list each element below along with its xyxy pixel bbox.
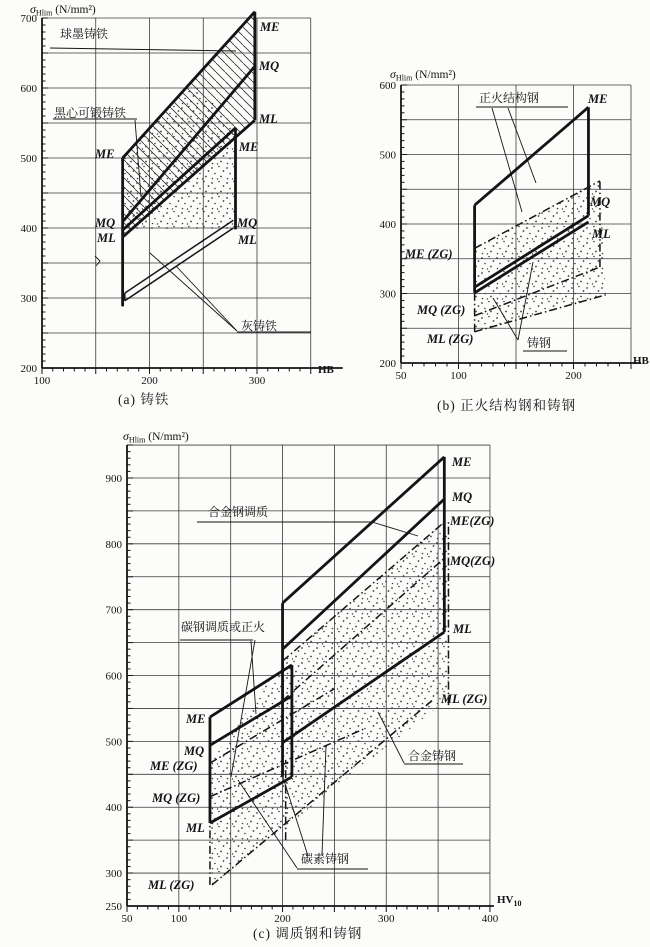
quality-grade-label: MQ [259, 59, 280, 73]
y-tick-label: 700 [20, 13, 37, 25]
y-axis-title: $\sigma_{Hlim}$ (N/mm²) [123, 429, 189, 445]
x-tick-label: 200 [565, 370, 582, 382]
quality-grade-label: ML [97, 231, 116, 245]
material-label: 铸钢 [527, 336, 552, 350]
chart-b [380, 67, 650, 413]
x-tick-label: 300 [248, 375, 266, 387]
y-tick-label: 900 [105, 472, 122, 485]
quality-grade-label: ME (ZG) [150, 759, 198, 773]
quality-grade-label: MQ [590, 195, 611, 209]
x-tick-label: 300 [378, 913, 395, 925]
x-tick-label: 100 [450, 370, 467, 382]
quality-grade-label: MQ (ZG) [417, 303, 466, 317]
quality-grade-label: ML [238, 233, 257, 247]
y-tick-label: 300 [105, 868, 122, 881]
material-label: 黑心可锻铸铁 [54, 106, 127, 120]
quality-grade-label: ME [186, 712, 206, 726]
quality-grade-label: ME [588, 92, 608, 106]
y-tick-label: 500 [20, 153, 37, 165]
y-tick-label: 600 [20, 83, 37, 95]
y-tick-label: 200 [379, 358, 396, 370]
y-tick-label: 500 [379, 149, 396, 162]
y-tick-label: 200 [20, 363, 37, 375]
grey-label-leader-1 [150, 253, 237, 331]
quality-grade-label: MQ [95, 216, 116, 230]
y-tick-label: 300 [20, 293, 37, 305]
y-tick-label: 500 [105, 736, 122, 749]
alloy-label-underline-leader [197, 522, 418, 536]
y-tick-label: 600 [379, 80, 396, 92]
quality-grade-label: MQ [452, 490, 473, 504]
y-tick-label: 300 [379, 288, 396, 301]
quality-grade-label: MQ [184, 744, 205, 758]
quality-grade-label: ME [260, 20, 280, 34]
material-label: 碳钢调质或正火 [181, 620, 266, 634]
quality-grade-label: ML [592, 227, 611, 241]
quality-grade-label: ME [239, 140, 259, 154]
x-tick-label: 50 [121, 913, 133, 925]
x-tick-label: 100 [33, 375, 51, 387]
quality-grade-label: MQ(ZG) [450, 554, 496, 568]
quality-grade-label: ML (ZG) [441, 692, 488, 706]
quality-grade-label: ME [452, 455, 472, 469]
x-tick-label: 200 [141, 375, 158, 387]
grey-label-leader-2 [176, 266, 237, 331]
x-axis-unit: HB [633, 355, 649, 367]
quality-grade-label: MQ (ZG) [152, 791, 201, 805]
x-tick-label: 50 [395, 370, 407, 382]
y-tick-label: 250 [105, 901, 122, 913]
quality-grade-label: ME (ZG) [405, 247, 453, 261]
chart-caption-b: (b) 正火结构钢和铸钢 [437, 398, 577, 413]
x-tick-label: 400 [481, 913, 499, 925]
x-tick-label: 200 [274, 913, 291, 925]
material-label: 合金钢调质 [208, 505, 269, 519]
quality-grade-label: ML (ZG) [148, 878, 195, 892]
material-label: 球墨铸铁 [60, 27, 109, 41]
cast-steel-band [475, 181, 606, 332]
material-label: 正火结构钢 [479, 91, 540, 105]
x-axis-unit: HB [318, 364, 334, 376]
material-label: 合金铸钢 [408, 749, 457, 763]
y-tick-label: 800 [105, 538, 122, 551]
quality-grade-label: ME(ZG) [450, 514, 495, 528]
y-axis-title: $\sigma_{Hlim}$ (N/mm²) [30, 2, 96, 18]
quality-grade-label: ML [259, 112, 278, 126]
steel-label-leader-1 [492, 108, 522, 212]
quality-grade-label: ML [453, 622, 472, 636]
y-tick-label: 400 [105, 802, 122, 815]
y-tick-label: 400 [379, 219, 396, 231]
material-label: 碳素铸钢 [301, 852, 350, 866]
quality-grade-label: ME [95, 147, 115, 161]
x-tick-label: 100 [170, 913, 188, 925]
quality-grade-label: ML [186, 821, 205, 835]
chart-c [106, 429, 522, 941]
nodular-label-leader [50, 48, 236, 51]
steel-ME [475, 107, 589, 205]
x-axis-unit: $HV_{10}$ [497, 894, 522, 908]
y-tick-label: 600 [105, 670, 122, 683]
y-tick-label: 700 [105, 604, 122, 617]
chart-caption-c: (c) 调质钢和铸钢 [253, 926, 363, 941]
chart-a [21, 2, 343, 407]
grey-iron-MQ [125, 220, 234, 293]
quality-grade-label: ML (ZG) [427, 332, 474, 346]
chart-caption-a: (a) 铸铁 [118, 392, 170, 407]
y-axis-title: $\sigma_{Hlim}$ (N/mm²) [390, 67, 456, 83]
material-label: 灰铸铁 [241, 319, 278, 333]
quality-grade-label: MQ [237, 216, 258, 230]
grey-iron-ML [125, 228, 234, 301]
y-tick-label: 400 [20, 223, 37, 235]
